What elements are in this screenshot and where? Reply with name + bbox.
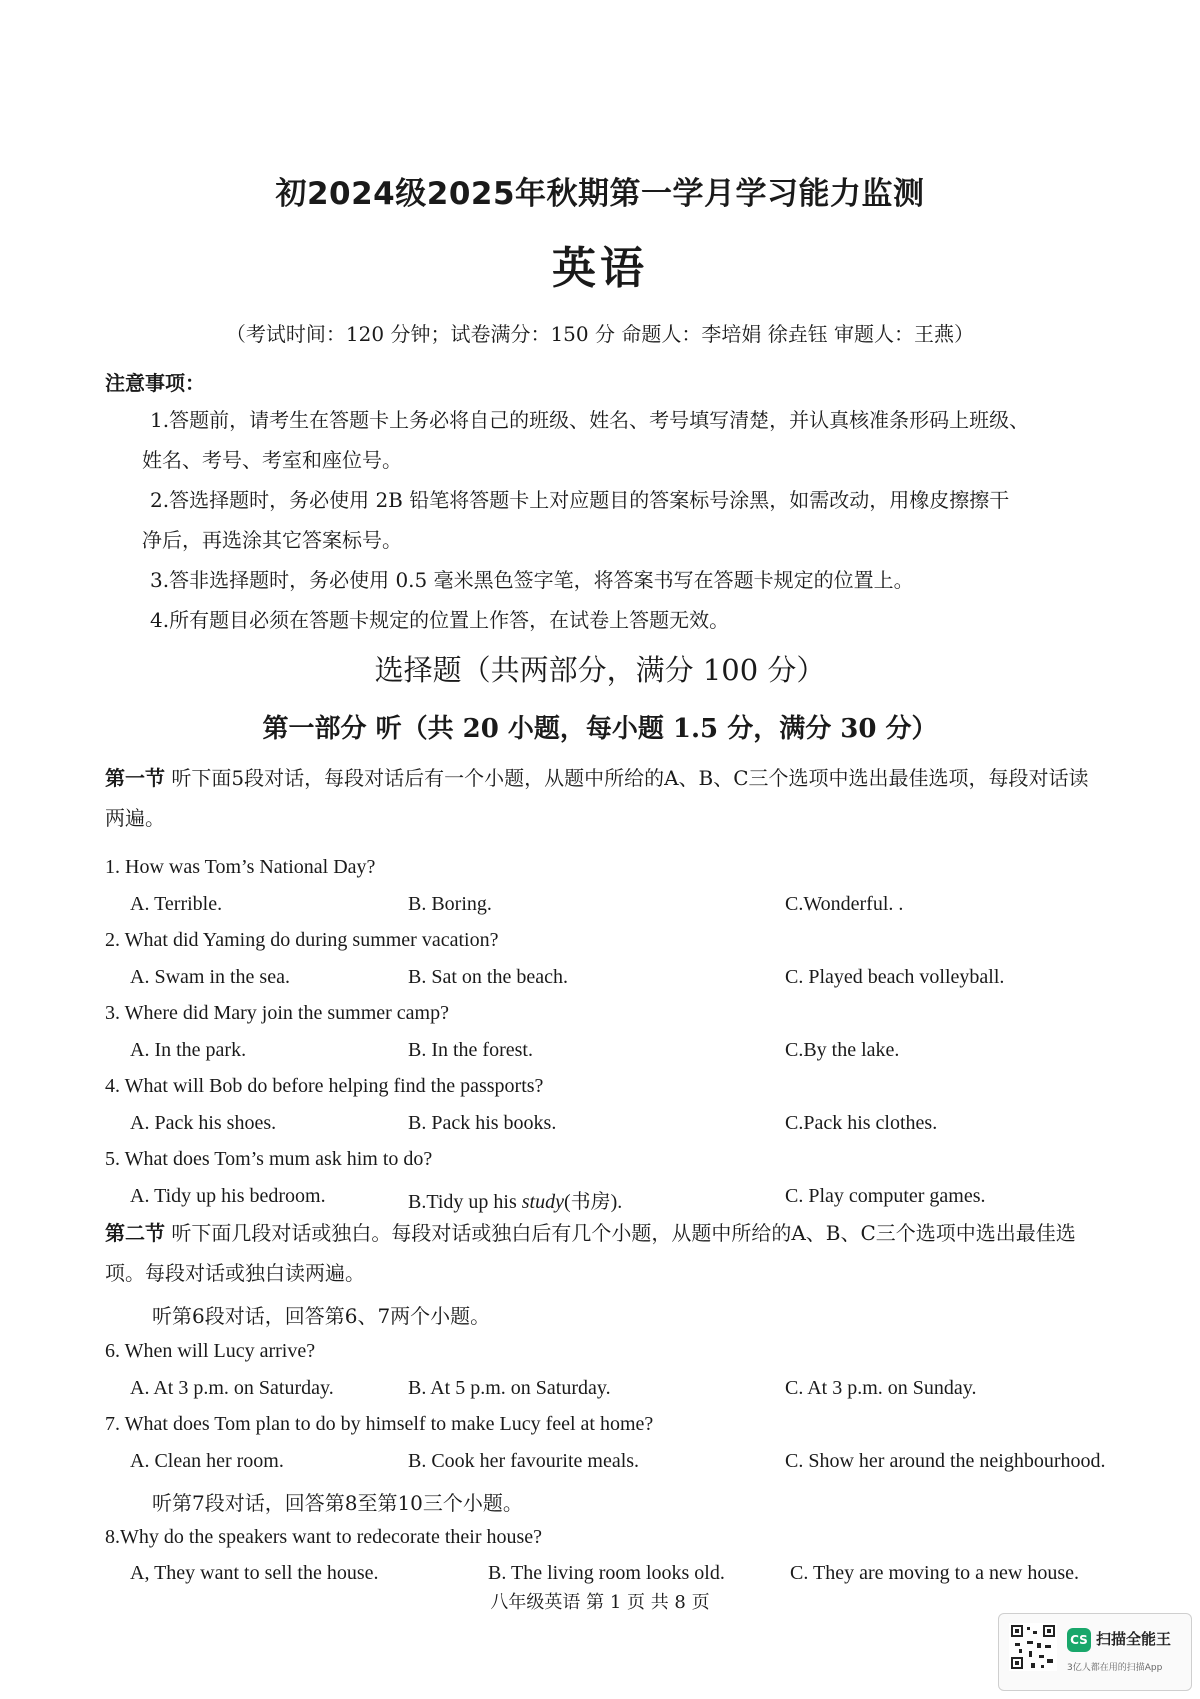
option-b: B. Pack his books. [408, 1112, 557, 1134]
option-b-text: B.Tidy up his [408, 1191, 522, 1213]
exam-title: 初2024级2025年秋期第一学月学习能力监测 [275, 176, 925, 212]
question-options [130, 1377, 1130, 1407]
question-options [130, 1039, 1130, 1069]
option-c: C.Wonderful. . [785, 893, 904, 915]
dialog-instruction: 听第6段对话，回答第6、7两个小题。 [152, 1304, 491, 1328]
notice-item [150, 560, 1140, 600]
question-stem: 2. What did Yaming do during summer vacation? [105, 929, 499, 951]
option-c: C. At 3 p.m. on Sunday. [785, 1377, 977, 1399]
section1-label: 第一节 [105, 766, 165, 790]
notice-item-line: 3.答非选择题时，务必使用 0.5 毫米黑色签字笔，将答案书写在答题卡规定的位置上。 [150, 568, 914, 592]
option-b [408, 1185, 622, 1214]
option-a: A. At 3 p.m. on Saturday. [130, 1377, 334, 1399]
option-b-gloss: (书房). [563, 1191, 623, 1213]
scanner-tagline: 3亿人都在用的扫描App [1067, 1663, 1163, 1673]
question-stem: 1. How was Tom’s National Day? [105, 856, 376, 878]
notice-list [142, 400, 1140, 640]
option-b: B. Boring. [408, 893, 492, 915]
exam-info: （考试时间：120 分钟；试卷满分：150 分 命题人：李培娟 徐垚钰 审题人：王燕） [225, 322, 975, 346]
subject-title: 英语 [552, 243, 648, 294]
notice-item-continuation: 净后，再选涂其它答案标号。 [142, 528, 402, 552]
notice-item [150, 600, 1140, 640]
question-options [130, 1450, 1130, 1480]
option-b: B. At 5 p.m. on Saturday. [408, 1377, 611, 1399]
option-c: C. Played beach volleyball. [785, 966, 1005, 988]
dialog-instruction: 听第7段对话，回答第8至第10三个小题。 [152, 1491, 523, 1515]
question-options [130, 1112, 1130, 1142]
question-options [130, 893, 1130, 923]
notice-item-line: 1.答题前，请考生在答题卡上务必将自己的班级、姓名、考号填写清楚，并认真核准条形码上班级、 [150, 408, 1030, 432]
camscanner-logo-icon: CS [1067, 1628, 1091, 1652]
scanner-app-name: 扫描全能王 [1096, 1630, 1172, 1648]
option-c: C. Play computer games. [785, 1185, 986, 1207]
notice-item [142, 400, 1140, 480]
option-b: B. Sat on the beach. [408, 966, 568, 988]
question-stem: 3. Where did Mary join the summer camp? [105, 1002, 449, 1024]
option-a: A. Terrible. [130, 893, 223, 915]
question-stem: 8.Why do the speakers want to redecorate their house? [105, 1526, 543, 1548]
scanner-watermark [998, 1613, 1192, 1691]
option-a: A, They want to sell the house. [130, 1562, 379, 1584]
section1-instructions [105, 758, 1105, 838]
section2-label: 第二节 [105, 1221, 165, 1245]
section2-text: 听下面几段对话或独白。每段对话或独白后有几个小题，从题中所给的A、B、C三个选项中选出最佳选项。每段对话或独白读两遍。 [105, 1221, 1076, 1285]
section1-text: 听下面5段对话，每段对话后有一个小题，从题中所给的A、B、C三个选项中选出最佳选项，每段对话读两遍。 [105, 766, 1089, 830]
question-options [130, 966, 1130, 996]
option-b: B. In the forest. [408, 1039, 533, 1061]
option-a: A. In the park. [130, 1039, 247, 1061]
option-c: C. Show her around the neighbourhood. [785, 1450, 1106, 1472]
question-stem: 5. What does Tom’s mum ask him to do? [105, 1148, 433, 1170]
option-b: B. Cook her favourite meals. [408, 1450, 640, 1472]
qr-code-icon [1009, 1623, 1057, 1671]
option-a: A. Tidy up his bedroom. [130, 1185, 326, 1207]
question-stem: 6. When will Lucy arrive? [105, 1340, 316, 1362]
page-footer: 八年级英语 第 1 页 共 8 页 [490, 1592, 710, 1613]
option-a: A. Swam in the sea. [130, 966, 290, 988]
question-options [130, 1185, 1130, 1215]
option-c: C. They are moving to a new house. [790, 1562, 1080, 1584]
notice-item-line: 4.所有题目必须在答题卡规定的位置上作答，在试卷上答题无效。 [150, 608, 730, 632]
section-title: 选择题（共两部分，满分 100 分） [374, 653, 826, 687]
question-stem: 4. What will Bob do before helping find the passports? [105, 1075, 544, 1097]
notice-item [142, 480, 1140, 560]
section2-instructions [105, 1213, 1105, 1293]
question-stem: 7. What does Tom plan to do by himself to make Lucy feel at home? [105, 1413, 654, 1435]
part-title: 第一部分 听（共 20 小题，每小题 1.5 分，满分 30 分） [262, 714, 938, 744]
option-a: A. Pack his shoes. [130, 1112, 277, 1134]
option-c: C.By the lake. [785, 1039, 900, 1061]
option-b: B. The living room looks old. [488, 1562, 725, 1584]
option-c: C.Pack his clothes. [785, 1112, 938, 1134]
option-b-emphasis: study [521, 1191, 564, 1213]
notice-heading: 注意事项： [105, 371, 205, 395]
notice-item-continuation: 姓名、考号、考室和座位号。 [142, 448, 402, 472]
notice-item-line: 2.答选择题时，务必使用 2B 铅笔将答题卡上对应题目的答案标号涂黑，如需改动，用橡皮擦擦干 [150, 488, 1010, 512]
option-a: A. Clean her room. [130, 1450, 284, 1472]
